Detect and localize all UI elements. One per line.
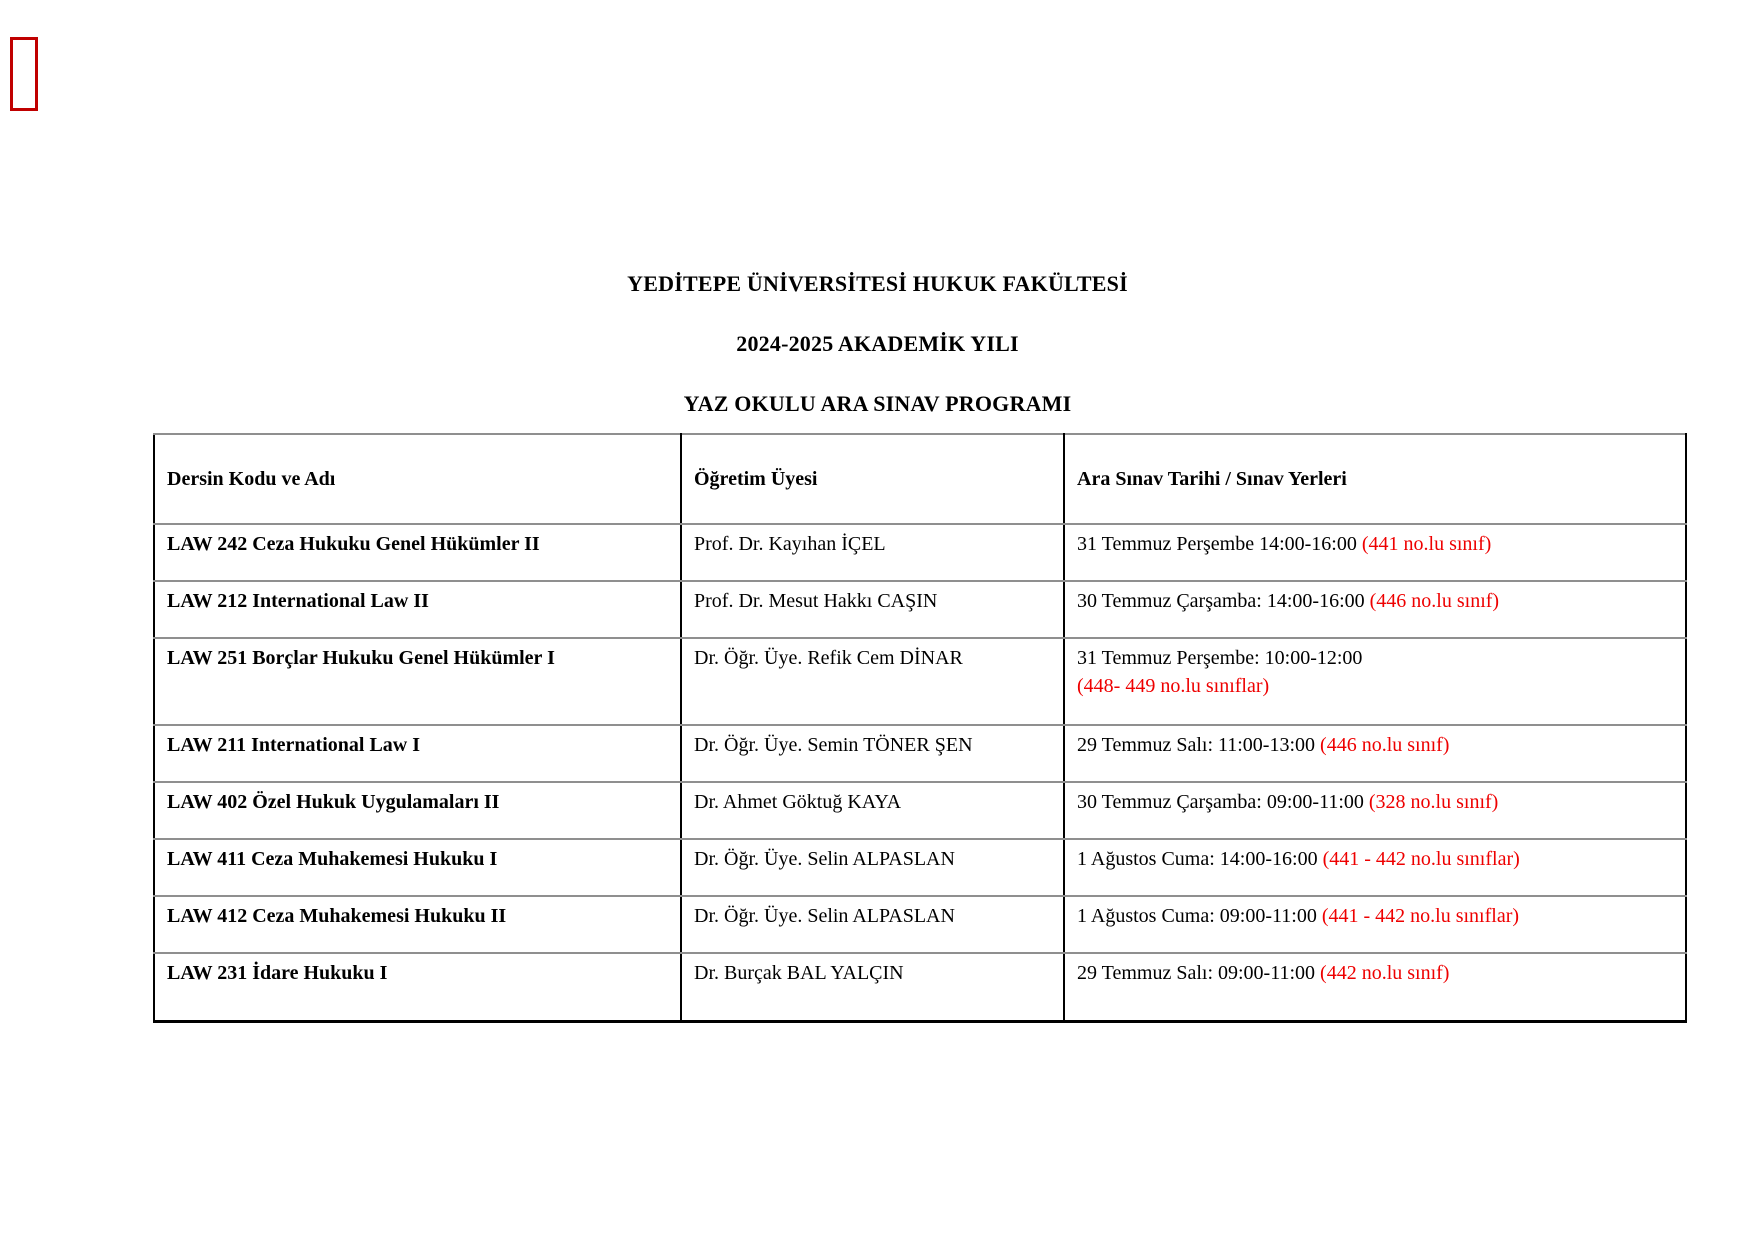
exam-room: (446 no.lu sınıf) — [1369, 590, 1500, 612]
instructor-cell: Dr. Ahmet Göktuğ KAYA — [681, 782, 1064, 839]
course-cell: LAW 212 International Law II — [154, 581, 681, 638]
exam-cell — [1064, 896, 1686, 953]
course-cell: LAW 231 İdare Hukuku I — [154, 953, 681, 1021]
exam-room: (446 no.lu sınıf) — [1320, 734, 1450, 756]
table-row — [154, 725, 1686, 782]
exam-room: (448- 449 no.lu sınıflar) — [1077, 675, 1270, 697]
exam-room: (328 no.lu sınıf) — [1368, 791, 1499, 813]
instructor-cell: Prof. Dr. Kayıhan İÇEL — [681, 524, 1064, 581]
red-marker-rectangle — [10, 37, 38, 111]
instructor-cell: Dr. Öğr. Üye. Selin ALPASLAN — [681, 839, 1064, 896]
instructor-cell: Dr. Öğr. Üye. Refik Cem DİNAR — [681, 638, 1064, 725]
course-cell: LAW 211 International Law I — [154, 725, 681, 782]
table-row — [154, 581, 1686, 638]
exam-datetime: 30 Temmuz Çarşamba: 09:00-11:00 — [1077, 791, 1364, 813]
document-title-line-3: YAZ OKULU ARA SINAV PROGRAMI — [683, 391, 1072, 416]
instructor-cell: Dr. Burçak BAL YALÇIN — [681, 953, 1064, 1021]
exam-datetime: 29 Temmuz Salı: 11:00-13:00 — [1077, 734, 1316, 756]
table-row — [154, 782, 1686, 839]
table-row — [154, 953, 1686, 1021]
exam-cell — [1064, 782, 1686, 839]
header-course-code: Dersin Kodu ve Adı — [154, 434, 681, 524]
table-row — [154, 524, 1686, 581]
exam-cell — [1064, 524, 1686, 581]
exam-cell — [1064, 953, 1686, 1021]
exam-room: (441 - 442 no.lu sınıflar) — [1322, 848, 1520, 870]
course-cell: LAW 242 Ceza Hukuku Genel Hükümler II — [154, 524, 681, 581]
exam-cell — [1064, 725, 1686, 782]
table-row — [154, 839, 1686, 896]
exam-datetime: 1 Ağustos Cuma: 09:00-11:00 — [1077, 905, 1317, 927]
course-cell: LAW 402 Özel Hukuk Uygulamaları II — [154, 782, 681, 839]
exam-schedule-table — [153, 433, 1687, 1023]
document-title-line-2: 2024-2025 AKADEMİK YILI — [736, 331, 1019, 356]
exam-cell — [1064, 638, 1686, 725]
exam-room: (441 - 442 no.lu sınıflar) — [1321, 905, 1520, 927]
table-row — [154, 896, 1686, 953]
header-instructor: Öğretim Üyesi — [681, 434, 1064, 524]
title-block — [0, 270, 1755, 450]
exam-cell — [1064, 581, 1686, 638]
course-cell: LAW 411 Ceza Muhakemesi Hukuku I — [154, 839, 681, 896]
document-title-line-1: YEDİTEPE ÜNİVERSİTESİ HUKUK FAKÜLTESİ — [627, 271, 1128, 296]
exam-cell — [1064, 839, 1686, 896]
exam-room: (441 no.lu sınıf) — [1361, 533, 1492, 555]
header-exam-date-place: Ara Sınav Tarihi / Sınav Yerleri — [1064, 434, 1686, 524]
exam-datetime: 31 Temmuz Perşembe 14:00-16:00 — [1077, 533, 1357, 555]
exam-room: (442 no.lu sınıf) — [1320, 962, 1450, 984]
exam-datetime: 1 Ağustos Cuma: 14:00-16:00 — [1077, 848, 1318, 870]
instructor-cell: Dr. Öğr. Üye. Semin TÖNER ŞEN — [681, 725, 1064, 782]
instructor-cell: Prof. Dr. Mesut Hakkı CAŞIN — [681, 581, 1064, 638]
exam-datetime: 30 Temmuz Çarşamba: 14:00-16:00 — [1077, 590, 1365, 612]
table-row — [154, 638, 1686, 725]
exam-datetime: 31 Temmuz Perşembe: 10:00-12:00 — [1077, 647, 1363, 669]
exam-table-body — [154, 524, 1686, 1021]
course-cell: LAW 412 Ceza Muhakemesi Hukuku II — [154, 896, 681, 953]
instructor-cell: Dr. Öğr. Üye. Selin ALPASLAN — [681, 896, 1064, 953]
header-row — [154, 434, 1686, 524]
exam-datetime: 29 Temmuz Salı: 09:00-11:00 — [1077, 962, 1316, 984]
exam-table-header — [154, 434, 1686, 524]
course-cell: LAW 251 Borçlar Hukuku Genel Hükümler I — [154, 638, 681, 725]
